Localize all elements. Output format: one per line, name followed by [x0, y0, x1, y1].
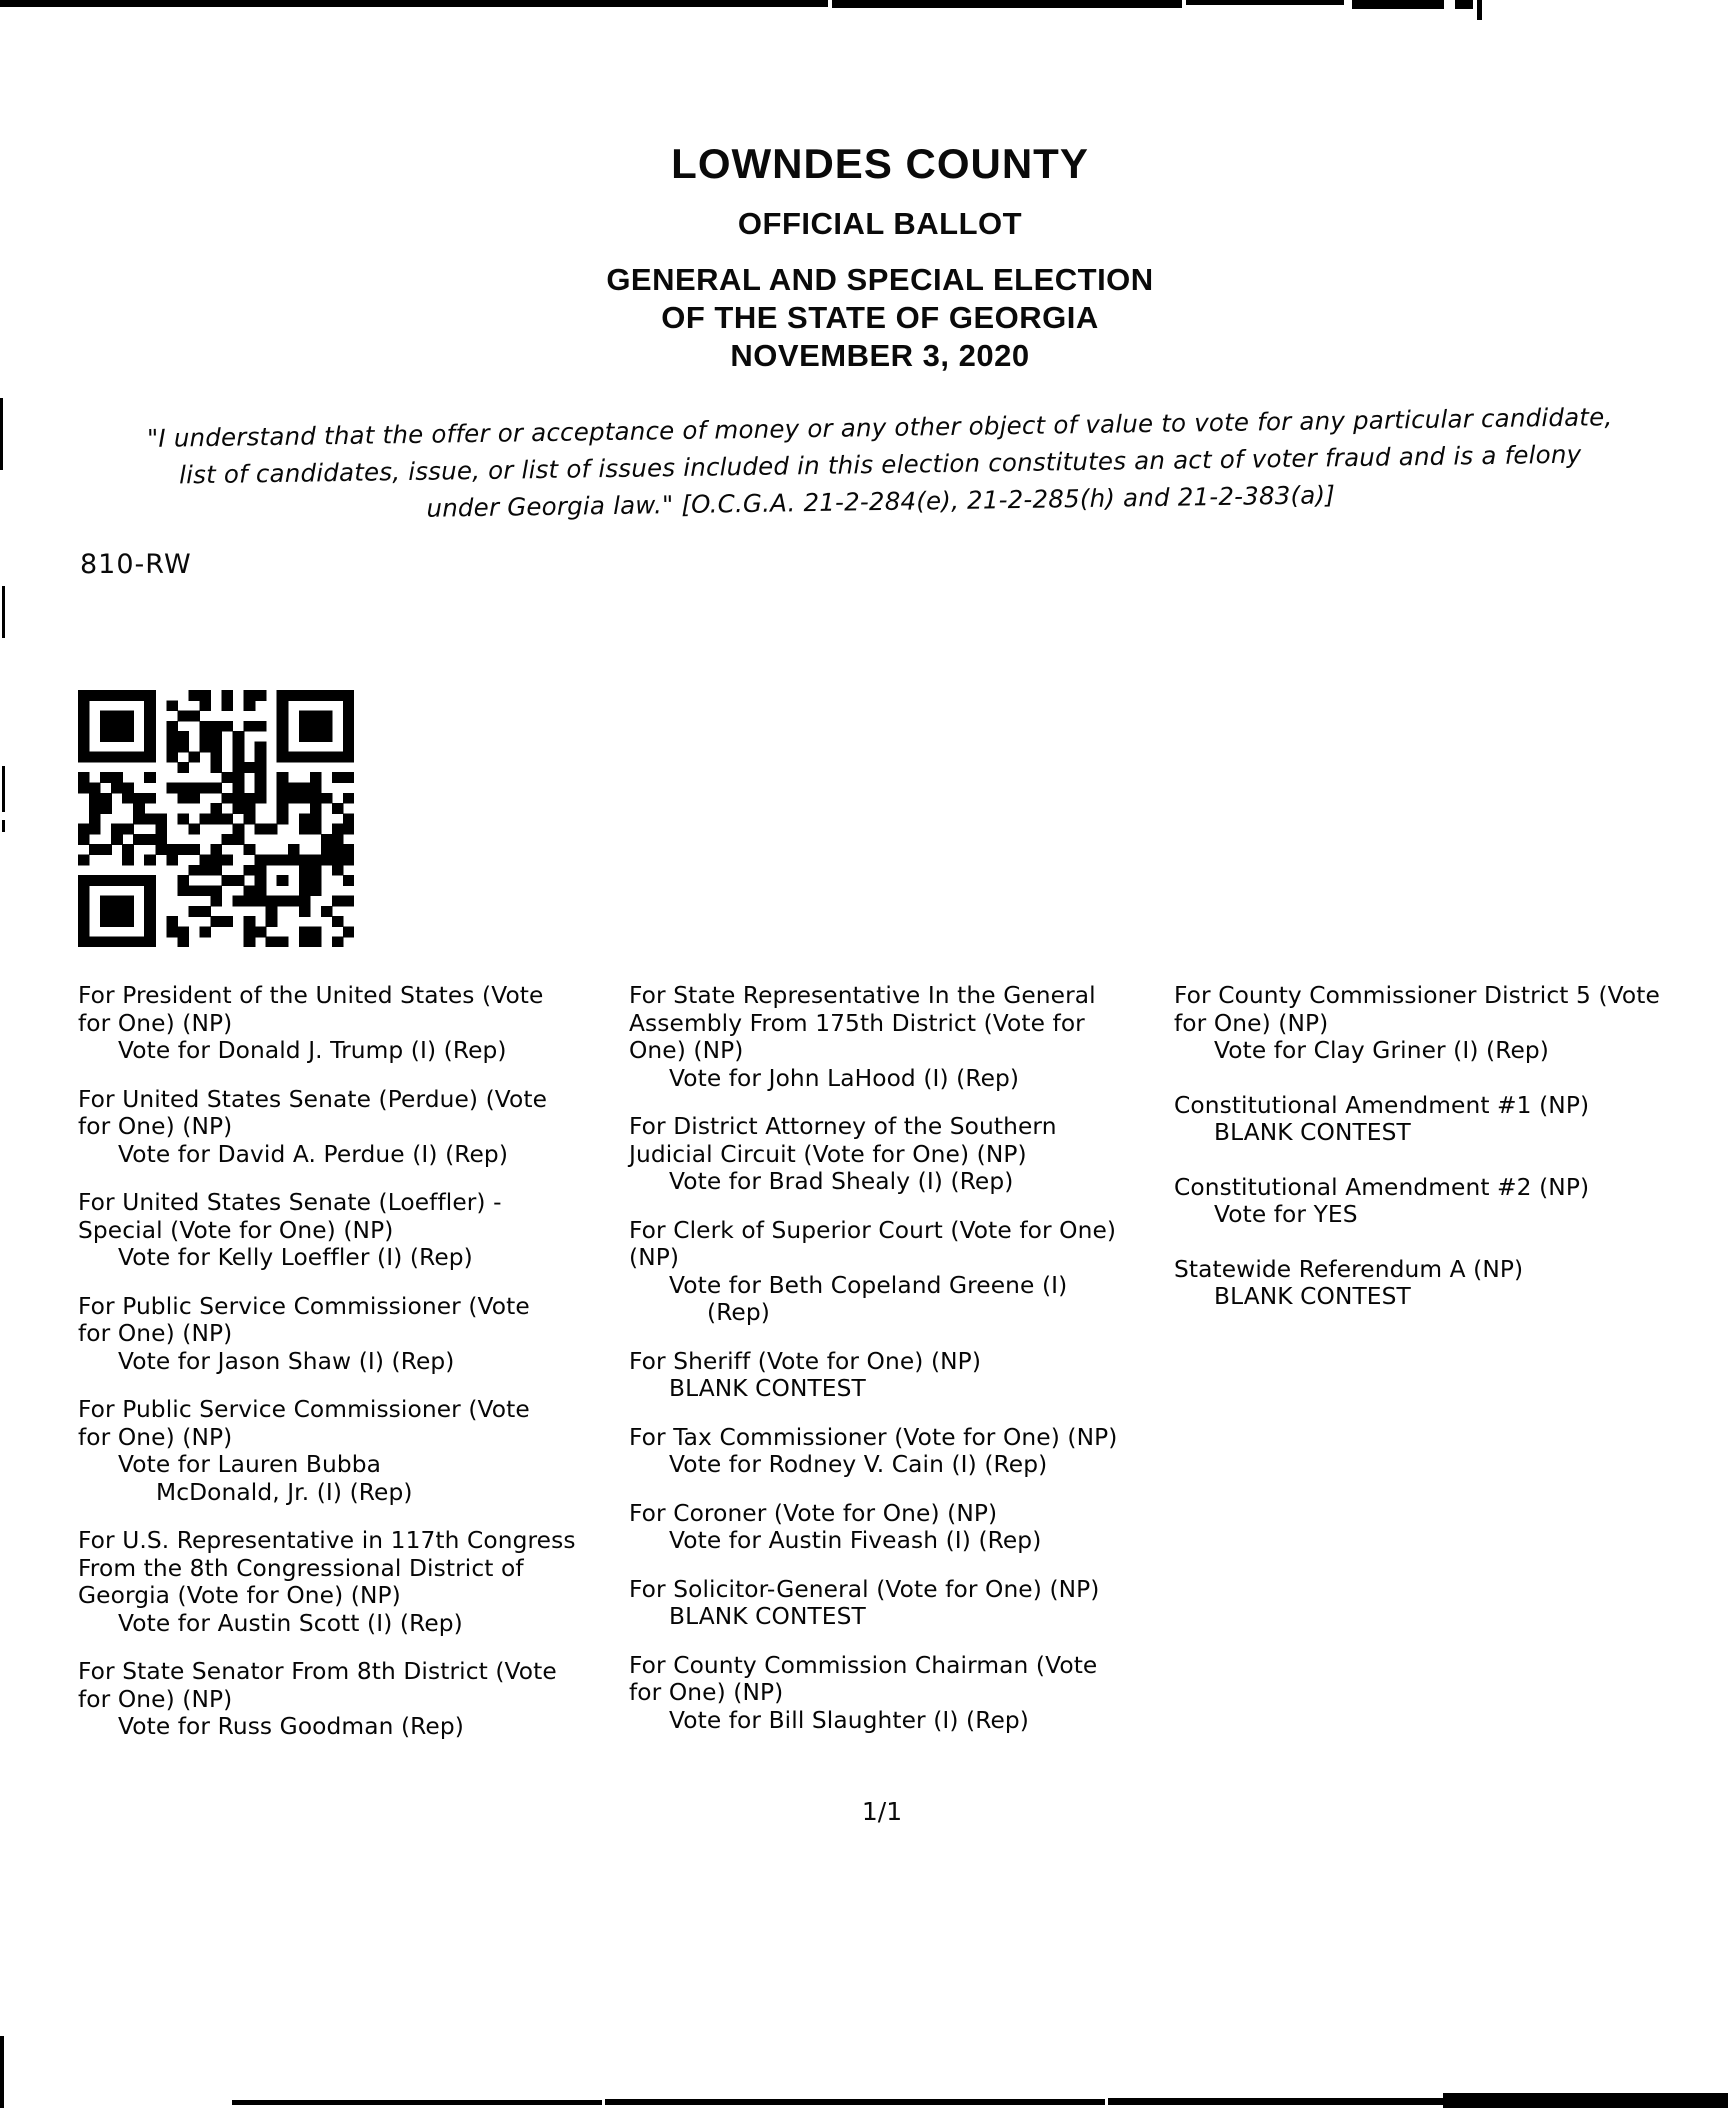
- ballot-type-title: OFFICIAL BALLOT: [737, 206, 1023, 241]
- contest-block: [629, 1576, 1175, 1631]
- vote-line: Vote for Russ Goodman (Rep): [118, 1713, 464, 1740]
- contest-title-line: From the 8th Congressional District of: [78, 1554, 524, 1582]
- fraud-disclaimer: [69, 396, 1690, 531]
- contest-block: [629, 1217, 1175, 1327]
- scan-artifact-left: [2, 766, 5, 812]
- contest-title-line: For County Commissioner District 5 (Vote: [1174, 982, 1660, 1009]
- scan-artifact-top: [832, 0, 1182, 8]
- vote-line: Vote for John LaHood (I) (Rep): [669, 1064, 1020, 1092]
- contest-title-line: For Coroner (Vote for One) (NP): [629, 1499, 998, 1527]
- contest-title-line: Constitutional Amendment #2 (NP): [1174, 1173, 1590, 1201]
- contest-block: [629, 1424, 1175, 1479]
- contest-title-line: For Clerk of Superior Court (Vote for One): [629, 1216, 1117, 1244]
- contest-title-line: for One) (NP): [78, 1320, 233, 1347]
- vote-line: Vote for Austin Fiveash (I) (Rep): [669, 1527, 1042, 1554]
- vote-line: Vote for YES: [1214, 1201, 1358, 1228]
- contest-title-line: Constitutional Amendment #1 (NP): [1174, 1091, 1590, 1119]
- scan-artifact-bottom: [1108, 2098, 1443, 2105]
- disclaimer-line: list of candidates, issue, or list of issues included in this election constitutes an act of voter fraud and is a felony: [178, 439, 1582, 489]
- contest-title-line: For County Commission Chairman (Vote: [629, 1651, 1098, 1679]
- scan-artifact-left: [2, 820, 5, 832]
- vote-line: Vote for Kelly Loeffler (I) (Rep): [118, 1244, 473, 1271]
- vote-line: Vote for David A. Perdue (I) (Rep): [118, 1140, 509, 1168]
- vote-line: Vote for Clay Griner (I) (Rep): [1214, 1037, 1549, 1064]
- page-number: 1/1: [861, 1797, 903, 1826]
- vote-line: (Rep): [707, 1299, 770, 1326]
- contest-block: [629, 1652, 1175, 1735]
- scan-artifact-bottom: [605, 2099, 1105, 2105]
- contest-block: [78, 1396, 630, 1506]
- disclaimer-line: "I understand that the offer or acceptance of money or any other object of value to vote for any particular candidate,: [146, 401, 1613, 453]
- vote-line: BLANK CONTEST: [1214, 1283, 1411, 1310]
- contest-title-line: for One) (NP): [1174, 1009, 1329, 1037]
- contest-block: [629, 1500, 1175, 1555]
- vote-line: Vote for Rodney V. Cain (I) (Rep): [669, 1451, 1048, 1478]
- contest-title-line: For Public Service Commissioner (Vote: [78, 1292, 530, 1320]
- contest-block: [629, 1113, 1175, 1196]
- scan-artifact-top: [1186, 0, 1344, 5]
- contest-title-line: For State Representative In the General: [629, 982, 1096, 1009]
- election-title-line2: OF THE STATE OF GEORGIA: [661, 300, 1099, 335]
- contest-block: [78, 1658, 630, 1741]
- contest-block: [629, 1348, 1175, 1403]
- contest-title-line: Judicial Circuit (Vote for One) (NP): [629, 1140, 1027, 1168]
- contest-title-line: (NP): [629, 1244, 680, 1271]
- contest-title-line: for One) (NP): [78, 1113, 233, 1140]
- vote-line: BLANK CONTEST: [1214, 1119, 1411, 1146]
- contest-block: [78, 1189, 630, 1272]
- ballot-style-code: 810-RW: [80, 549, 192, 580]
- contest-title-line: For United States Senate (Loeffler) -: [78, 1189, 502, 1216]
- contest-block: [78, 982, 630, 1065]
- contest-title-line: Georgia (Vote for One) (NP): [78, 1582, 401, 1609]
- contest-title-line: for One) (NP): [78, 1009, 233, 1037]
- election-title-line3: NOVEMBER 3, 2020: [730, 338, 1030, 373]
- contest-block: [78, 1293, 630, 1376]
- contest-block: [78, 1527, 630, 1637]
- scan-artifact-bottom: [232, 2100, 602, 2105]
- scan-artifact-top: [0, 0, 828, 7]
- contest-column-3: [1174, 982, 1728, 1338]
- qr-code: [78, 690, 354, 947]
- contest-title-line: Special (Vote for One) (NP): [78, 1216, 394, 1244]
- vote-line: Vote for Austin Scott (I) (Rep): [118, 1609, 463, 1637]
- disclaimer-line: under Georgia law." [O.C.G.A. 21-2-284(e), 21-2-285(h) and 21-2-383(a)]: [426, 479, 1336, 523]
- election-title-line1: GENERAL AND SPECIAL ELECTION: [606, 262, 1154, 297]
- scan-artifact-left: [0, 398, 3, 470]
- vote-line: McDonald, Jr. (I) (Rep): [156, 1478, 413, 1506]
- county-title: LOWNDES COUNTY: [671, 140, 1089, 187]
- contest-title-line: For Solicitor-General (Vote for One) (NP): [629, 1575, 1100, 1603]
- contest-title-line: For District Attorney of the Southern: [629, 1113, 1057, 1140]
- contest-block: [1174, 1092, 1728, 1147]
- contest-title-line: For Tax Commissioner (Vote for One) (NP): [629, 1423, 1118, 1451]
- contest-title-line: For United States Senate (Perdue) (Vote: [78, 1085, 548, 1113]
- scan-artifact-top: [1352, 0, 1444, 9]
- contest-title-line: For State Senator From 8th District (Vote: [78, 1658, 557, 1685]
- contest-column-1: [78, 982, 630, 1762]
- contest-title-line: for One) (NP): [78, 1423, 233, 1451]
- vote-line: Vote for Beth Copeland Greene (I): [669, 1271, 1068, 1299]
- contest-title-line: for One) (NP): [629, 1679, 784, 1706]
- vote-line: Vote for Jason Shaw (I) (Rep): [118, 1347, 455, 1375]
- contest-block: [1174, 1256, 1728, 1311]
- contest-block: [629, 982, 1175, 1092]
- contest-title-line: For U.S. Representative in 117th Congress: [78, 1527, 576, 1554]
- contest-block: [1174, 982, 1728, 1065]
- contest-title-line: For President of the United States (Vote: [78, 982, 544, 1009]
- contest-title-line: Assembly From 175th District (Vote for: [629, 1009, 1085, 1037]
- contest-title-line: One) (NP): [629, 1037, 744, 1064]
- scan-artifact-left: [0, 2036, 4, 2108]
- contest-block: [1174, 1174, 1728, 1229]
- vote-line: BLANK CONTEST: [669, 1603, 866, 1630]
- scan-artifact-left: [2, 586, 5, 638]
- ballot-header: [16, 142, 1728, 375]
- vote-line: Vote for Bill Slaughter (I) (Rep): [669, 1706, 1029, 1734]
- contest-column-2: [629, 982, 1175, 1755]
- contest-title-line: For Sheriff (Vote for One) (NP): [629, 1347, 982, 1375]
- vote-line: Vote for Brad Shealy (I) (Rep): [669, 1168, 1014, 1195]
- scan-artifact-top: [1477, 0, 1482, 20]
- scan-artifact-bottom: [1443, 2093, 1728, 2108]
- vote-line: Vote for Donald J. Trump (I) (Rep): [118, 1037, 507, 1064]
- contest-title-line: For Public Service Commissioner (Vote: [78, 1396, 530, 1423]
- contest-title-line: Statewide Referendum A (NP): [1174, 1255, 1524, 1283]
- scan-artifact-top: [1455, 0, 1473, 9]
- contest-title-line: for One) (NP): [78, 1685, 233, 1713]
- vote-line: Vote for Lauren Bubba: [118, 1451, 381, 1478]
- contest-block: [78, 1086, 630, 1169]
- vote-line: BLANK CONTEST: [669, 1375, 866, 1402]
